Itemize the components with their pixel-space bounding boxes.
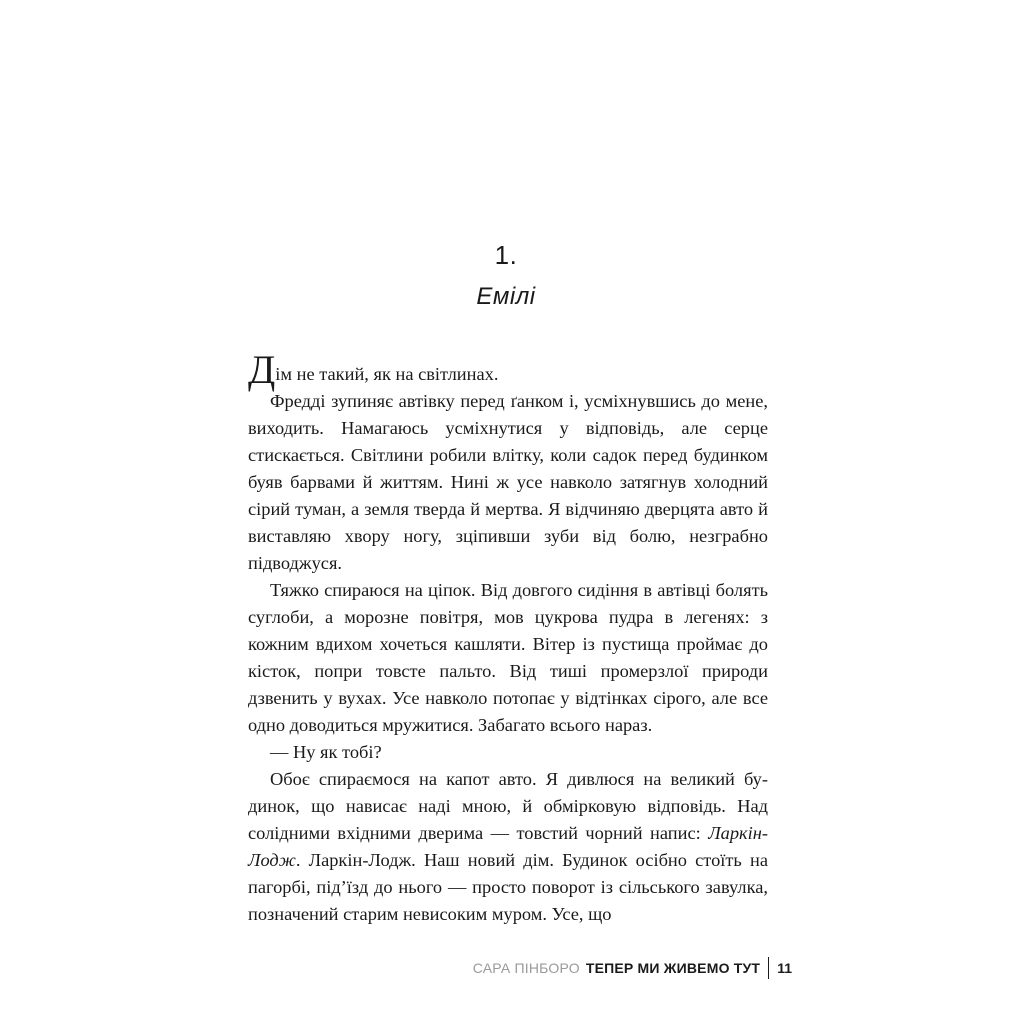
paragraph-2: Фредді зупиняє автівку перед ґанком і, усміхнувшись до мене, виходить. Намагаюсь усміхнутися у відповідь, але серце стискається. Світлини робили влітку, коли садок перед будинком буяв барвами й життям. Нині ж усе навколо затягнув холодний сірий туман, а земля тверда й мертва. Я відчиняю дверцята авто й виставляю хвору ногу, зціпивши зуби від болю, незграбно підводжуся.: [248, 391, 768, 573]
drop-cap: Д: [248, 347, 276, 392]
page-number: 11: [777, 960, 792, 976]
running-footer: [473, 957, 792, 979]
footer-book-title: ТЕПЕР МИ ЖИВЕМО ТУТ: [585, 960, 761, 976]
chapter-number: 1.: [494, 240, 518, 270]
paragraph-5-part-b: . Ларкін-Лодж. Наш новий дім. Будинок осібно стоїть на пагорбі, під’їзд до нього — просто поворот із сільського завулка, позначений старим невисоким муром. Усе, що: [248, 850, 768, 924]
footer-divider: [768, 957, 769, 979]
paragraph-1-text: ім не такий, як на світлинах.: [275, 364, 499, 384]
footer-author: САРА ПІНБОРО: [472, 960, 580, 976]
paragraph-5: [248, 766, 768, 928]
paragraph-3: Тяжко спираюся на ціпок. Від довгого сидіння в автівці болять суглоби, а морозне повітря, мов цукрова пудра в легенях: з кожним вдихом хочеться кашляти. Вітер із пустища проймає до кісток, попри товсте пальто. Від тиші промерзлої природи дзвенить у вухах. Усе навколо потопає у відтінках сірого, але все одно доводиться мружитися. Забагато всього нараз.: [248, 580, 768, 735]
paragraph-4-dialogue: — Ну як тобі?: [270, 742, 382, 762]
sign-text: Ларкін-Лодж: [248, 823, 768, 870]
paragraph-5-part-a: Обоє спираємося на капот авто. Я дивлюся на великий будинок, що нависає наді мною, й обмірковую відповідь. Над солідними вхідними дверима — товстий чорний напис:: [248, 769, 768, 843]
paragraph-1: [248, 347, 768, 392]
chapter-title: Емілі: [476, 283, 536, 310]
chapter-body: [248, 347, 768, 928]
